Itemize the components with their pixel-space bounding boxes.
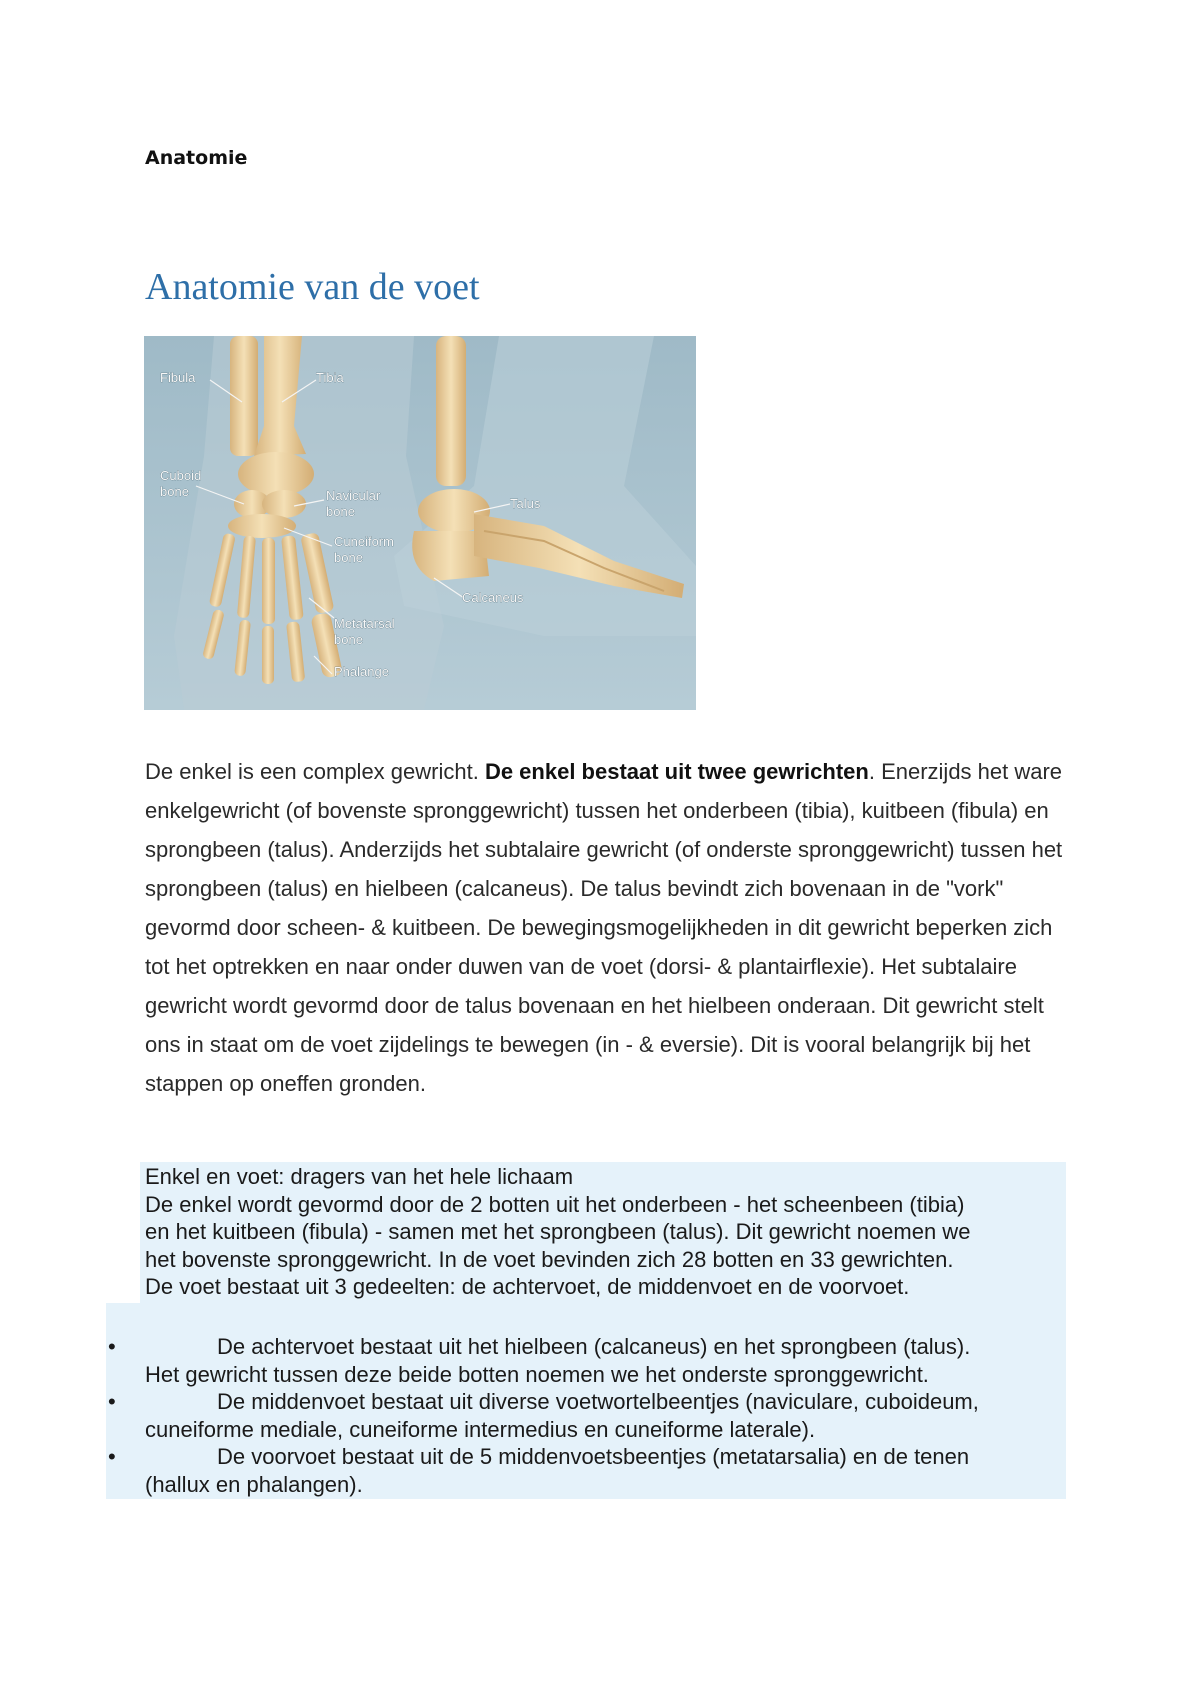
bullet-icon: •	[108, 1444, 116, 1470]
label-navicular-line2: bone	[326, 504, 355, 519]
bullet-item	[108, 1443, 1065, 1498]
label-talus: Talus	[510, 496, 541, 511]
label-cuneiform-line2: bone	[334, 550, 363, 565]
label-fibula: Fibula	[160, 370, 196, 385]
box-heading: Enkel en voet: dragers van het hele lichaam	[145, 1164, 574, 1189]
intro-paragraph	[145, 752, 1075, 1103]
document-header-label: Anatomie	[145, 147, 248, 169]
bullet-line2: cuneiforme mediale, cuneiforme intermedius en cuneiforme laterale).	[145, 1416, 816, 1442]
bullet-item	[108, 1388, 1065, 1443]
bullet-item	[108, 1333, 1065, 1388]
intro-bold-phrase: De enkel bestaat uit twee gewrichten	[484, 759, 869, 784]
box-line: en het kuitbeen (fibula) - samen met het sprongbeen (talus). Dit gewricht noemen we	[145, 1219, 971, 1245]
bullet-line2: Het gewricht tussen deze beide botten noemen we het onderste spronggewricht.	[145, 1361, 929, 1387]
bullet-line2: (hallux en phalangen).	[145, 1471, 363, 1497]
label-navicular-line1: Navicular	[326, 488, 381, 503]
box-line: het bovenste spronggewricht. In de voet bevinden zich 28 botten en 33 gewrichten.	[145, 1246, 954, 1272]
bullet-icon: •	[108, 1389, 116, 1415]
box-line: De voet bestaat uit 3 gedeelten: de achtervoet, de middenvoet en de voorvoet.	[145, 1274, 910, 1300]
label-metatarsal-line1: Metatarsal	[334, 616, 395, 631]
page-title: Anatomie van de voet	[145, 266, 480, 308]
label-calcaneus: Calcaneus	[462, 590, 524, 605]
bullet-line1: De voorvoet bestaat uit de 5 middenvoetsbeentjes (metatarsalia) en de tenen	[217, 1444, 970, 1470]
bullet-list	[108, 1333, 1065, 1499]
bullet-line1: De achtervoet bestaat uit het hielbeen (calcaneus) en het sprongbeen (talus).	[217, 1334, 971, 1359]
box-line: De enkel wordt gevormd door de 2 botten uit het onderbeen - het scheenbeen (tibia)	[145, 1191, 965, 1217]
label-tibia: Tibia	[316, 370, 344, 385]
intro-text-start: De enkel is een complex gewricht.	[145, 759, 485, 784]
label-cuboid-line1: Cuboid	[160, 468, 202, 483]
label-cuboid-line2: bone	[160, 484, 189, 499]
intro-text-end: . Enerzijds het ware enkelgewricht (of bovenste spronggewricht) tussen het onderbeen (tibia), kuitbeen (fibula) en sprongbeen (talus). Anderzijds het subtalaire gewricht (of onderste spronggewricht) tussen het sprongbeen (talus) en hielbeen (calcaneus). De talus bevindt zich bovenaan in de "vork" gevormd door scheen- & kuitbeen. De bewegingsmogelijkheden in dit gewricht beperken zich tot het optrekken en naar onder duwen van de voet (dorsi- & plantairflexie). Het subtalaire gewricht wordt gevormd door de talus bovenaan en het hielbeen onderaan. Dit gewricht stelt ons in staat om de voet zijdelings te bewegen (in - & eversie). Dit is vooral belangrijk bij het stappen op oneffen gronden.	[145, 759, 1063, 1096]
highlight-box-text	[145, 1163, 1065, 1301]
foot-anatomy-illustration	[144, 336, 696, 710]
label-phalange: Phalange	[334, 664, 389, 679]
bullet-line1: De middenvoet bestaat uit diverse voetwortelbeentjes (naviculare, cuboideum,	[217, 1389, 979, 1415]
label-metatarsal-line2: bone	[334, 632, 363, 647]
label-cuneiform-line1: Cuneiform	[334, 534, 394, 549]
bullet-icon: •	[108, 1334, 116, 1359]
